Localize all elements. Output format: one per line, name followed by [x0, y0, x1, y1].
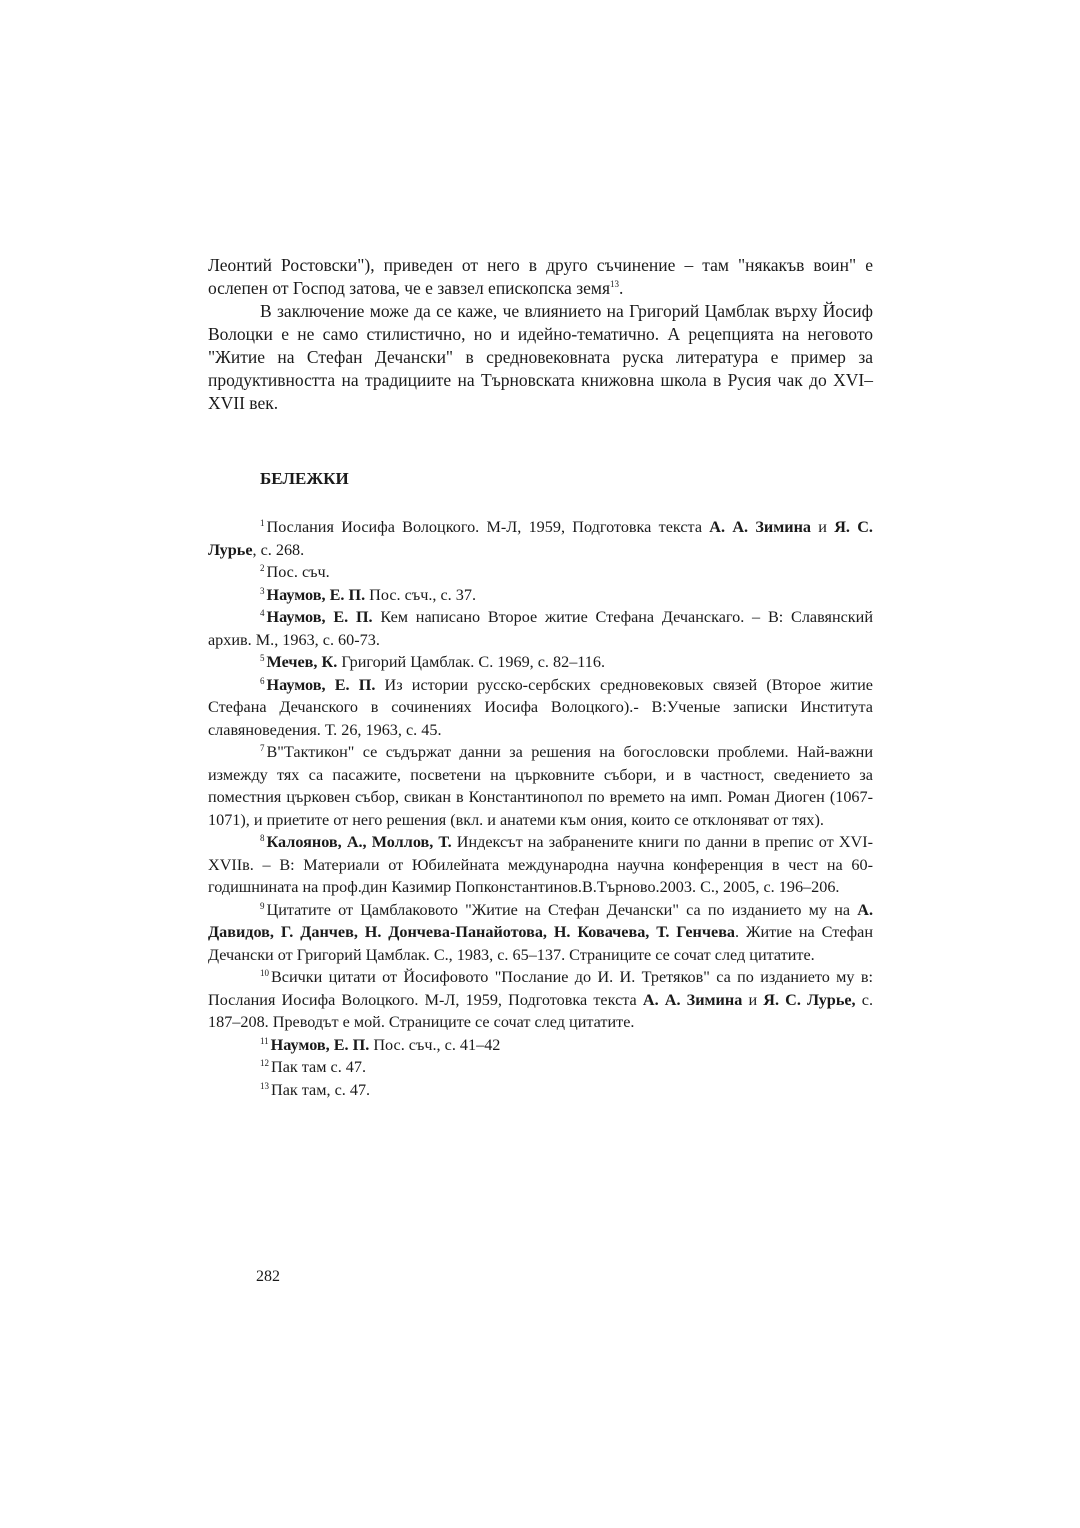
note-text: Всички цитати от Йосифовото "Послание до И. И. Третяков" са по изданието му в: Послания Иосифа Волоцкого. М-Л, 1959, Подготовка текста	[208, 968, 873, 1009]
note-author: А. А. Зимина	[709, 518, 811, 536]
note-6	[208, 674, 873, 742]
note-number: 1	[260, 518, 265, 528]
note-text: В"Тактикон" се съдържат данни за решения на богословски проблеми. Най-важни измежду тях са пасажите, посветени на църковните събори, и в частност, сведението за поместния църковен събор, свикан в Константинопол по времето на имп. Роман Диоген (1067-1071), и приетите от него решения (вкл. и анатеми към ония, които се отклоняват от тях).	[208, 743, 873, 829]
note-text: с. 187–208. Преводът е мой. Страниците се сочат след цитатите.	[208, 990, 873, 1031]
body-paragraph-2: В заключение може да се каже, че влиянието на Григорий Цамблак върху Йосиф Волоцки е не само стилистично, но и идейно-тематично. А рецепцията на неговото "Житие на Стефан Дечански" в средновековната руска литература е пример за продуктивността на традициите на Търновската книжовна школа в Русия чак до XVI–XVII век.	[208, 301, 873, 413]
note-number: 5	[260, 653, 265, 663]
note-13	[208, 1079, 873, 1102]
note-author: Наумов, Е. П.	[270, 1035, 370, 1054]
note-12	[208, 1056, 873, 1079]
note-text: . Житие на Стефан Дечански от Григорий Цамблак. С., 1983, с. 65–137. Страниците се сочат след цитатите.	[208, 923, 873, 964]
note-text: Кем написано Второе житие Стефана Дечанскаго. – В: Славянский архив. М., 1963, с. 60-73.	[208, 608, 873, 649]
note-5	[208, 651, 873, 674]
note-11	[208, 1034, 873, 1057]
note-text: Из истории русско-сербских средновековых связей (Второе житие Стефана Дечанского в сочинениях Иосифа Волоцкого).- В:Ученые записки Института славяноведения. Т. 26, 1963, с. 45.	[208, 675, 873, 739]
note-text: и	[810, 518, 835, 536]
note-text: Пос. съч., с. 37.	[365, 585, 476, 604]
note-author: Наумов, Е. П.	[266, 608, 373, 626]
note-author: Калоянов, А., Моллов, Т.	[266, 833, 452, 851]
note-number: 13	[260, 1080, 269, 1091]
note-text: Пак там, с. 47.	[271, 1080, 371, 1099]
note-author: Наумов, Е. П.	[266, 585, 366, 604]
note-4	[208, 606, 873, 651]
note-text: Пос. съч., с. 41–42	[369, 1035, 501, 1054]
note-author: Мечев, К.	[266, 653, 338, 671]
note-number: 11	[260, 1035, 269, 1046]
body-paragraph-1-end: .	[619, 278, 624, 298]
footnote-ref-13[interactable]: 13	[610, 279, 619, 289]
note-1	[208, 516, 873, 561]
note-number: 6	[260, 675, 265, 686]
note-text: Григорий Цамблак. С. 1969, с. 82–116.	[337, 653, 606, 671]
note-text: Цитатите от Цамблаковото "Житие на Стефан Дечански" са по изданието му на	[266, 900, 858, 919]
notes-list	[208, 516, 873, 1101]
note-author: А. Давидов, Г. Данчев, Н. Дончева-Панайотова, Н. Ковачева, Т. Генчева	[208, 900, 873, 941]
note-text: Пак там с. 47.	[271, 1058, 367, 1076]
note-number: 9	[260, 900, 265, 911]
note-number: 3	[260, 585, 265, 596]
note-2	[208, 561, 873, 584]
body-paragraph-1-text: Леонтий Ростовски"), приведен от него в друго съчинение – там "някакъв воин" е ослепен от Господ затова, че е завзел епископска земя	[208, 255, 873, 298]
note-number: 2	[260, 563, 265, 573]
notes-heading: БЕЛЕЖКИ	[260, 469, 349, 488]
page-content	[208, 254, 873, 1101]
note-number: 7	[260, 743, 265, 753]
note-text: , с. 268.	[252, 540, 305, 559]
note-number: 10	[260, 968, 269, 978]
note-number: 4	[260, 608, 265, 618]
body-paragraph-1	[208, 254, 873, 300]
note-author: Наумов, Е. П.	[266, 675, 376, 694]
note-author: Я. С. Лурье	[208, 518, 873, 559]
note-3	[208, 584, 873, 607]
note-10	[208, 966, 873, 1034]
note-number: 12	[260, 1058, 269, 1068]
note-author: Я. С. Лурье,	[763, 990, 856, 1009]
note-text: Индексът на забранените книги по данни в препис от XVI-XVIIв. – В: Материали от Юбилейната международна научна конференция в чест на 60-годишнината на проф.дин Казимир Попконстантинов.В.Търново.2003. С., 2005, с. 196–206.	[208, 833, 873, 896]
note-text: и	[742, 990, 764, 1009]
note-7	[208, 741, 873, 831]
note-9	[208, 899, 873, 967]
note-number: 8	[260, 833, 265, 843]
note-author: А. А. Зимина	[642, 990, 743, 1009]
page-number: 282	[256, 1268, 280, 1285]
note-text: Послания Иосифа Волоцкого. М-Л, 1959, Подготовка текста	[266, 518, 710, 536]
note-8	[208, 831, 873, 899]
note-text: Пос. съч.	[266, 563, 330, 581]
